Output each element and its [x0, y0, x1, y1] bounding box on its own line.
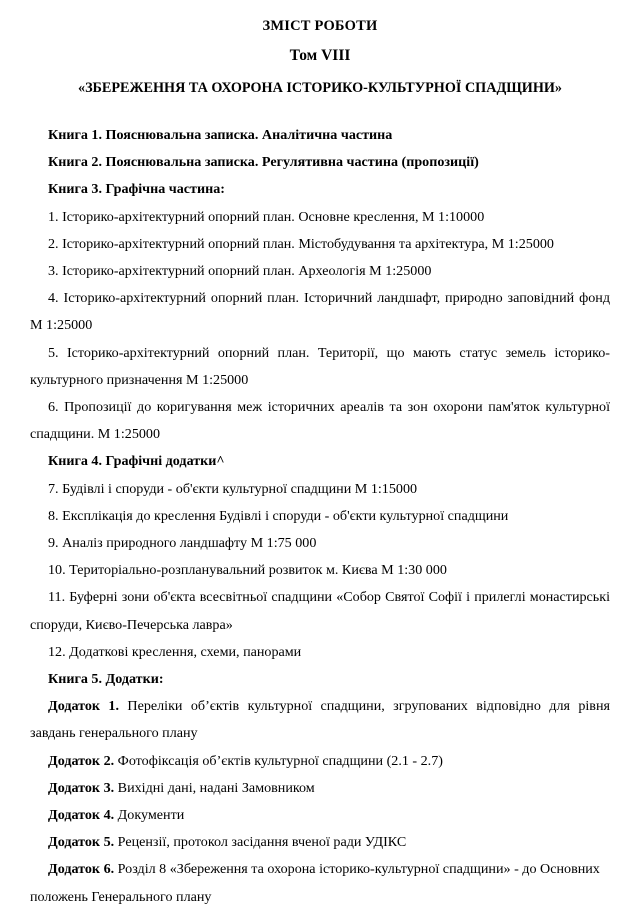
contents-item: 9. Аналіз природного ландшафту М 1:75 000	[48, 535, 317, 552]
contents-item: 6. Пропозиції до коригування меж історичних ареалів та зон охорони пам'яток культурної спадщини. М 1:25000	[30, 399, 610, 443]
book-heading: Книга 4. Графічні додатки^	[48, 453, 225, 470]
appendix-description: Фотофіксація об’єктів культурної спадщини (2.1 - 2.7)	[114, 752, 443, 769]
appendix-entry	[30, 802, 610, 829]
page-title: ЗМІСТ РОБОТИ	[262, 18, 378, 34]
appendix-entry	[30, 856, 610, 907]
appendix-description: Документи	[114, 807, 185, 824]
contents-item: 2. Історико-архітектурний опорний план. Містобудування та архітектура, М 1:25000	[48, 235, 554, 252]
contents-item: 3. Історико-архітектурний опорний план. Археологія М 1:25000	[48, 263, 432, 280]
appendix-entry	[30, 829, 610, 856]
appendix-label: Додаток 4.	[48, 807, 115, 824]
appendix-description: Розділ 8 «Збереження та охорона історико-культурної спадщини» - до Основних положень Генерального плану	[30, 861, 600, 905]
book-heading: Книга 2. Пояснювальна записка. Регулятивна частина (пропозиції)	[48, 154, 479, 171]
appendix-description: Вихідні дані, надані Замовником	[114, 779, 315, 796]
contents-item: 8. Експлікація до креслення Будівлі і споруди - об'єкти культурної спадщини	[48, 507, 509, 524]
volume-label: Том VIII	[289, 47, 351, 64]
appendix-entry	[30, 748, 610, 775]
appendix-label: Додаток 6.	[48, 861, 115, 878]
appendix-entry	[30, 693, 610, 747]
appendix-label: Додаток 1.	[48, 698, 120, 715]
contents-item: 7. Будівлі і споруди - об'єкти культурної спадщини М 1:15000	[48, 480, 418, 497]
contents-item: 4. Історико-архітектурний опорний план. Історичний ландшафт, природно заповідний фонд М 1:25000	[30, 290, 610, 334]
contents-item: 10. Територіально-розпланувальний розвиток м. Києва М 1:30 000	[48, 562, 447, 579]
book-heading: Книга 5. Додатки:	[48, 671, 164, 688]
contents-item: 11. Буферні зони об'єкта всесвітньої спадщини «Собор Святої Софії і прилеглі монастирські споруди, Києво-Печерська лавра»	[30, 589, 610, 633]
appendix-entry	[30, 775, 610, 802]
contents-item: 12. Додаткові креслення, схеми, панорами	[48, 643, 302, 660]
contents-item: 1. Історико-архітектурний опорний план. Основне креслення, М 1:10000	[48, 208, 485, 225]
book-heading: Книга 3. Графічна частина:	[48, 181, 225, 198]
appendix-label: Додаток 2.	[48, 752, 115, 769]
appendix-description: Переліки об’єктів культурної спадщини, згрупованих відповідно для рівня завдань генерального плану	[30, 698, 610, 742]
table-of-contents-list	[30, 122, 610, 907]
appendix-description: Рецензії, протокол засідання вченої ради УДІКС	[114, 834, 407, 851]
book-heading: Книга 1. Пояснювальна записка. Аналітична частина	[48, 127, 393, 143]
appendix-label: Додаток 5.	[48, 834, 115, 851]
contents-item: 5. Історико-архітектурний опорний план. Території, що мають статус земель історико-культурного призначення М 1:25000	[30, 344, 610, 388]
appendix-label: Додаток 3.	[48, 779, 115, 796]
document-header	[30, 0, 610, 103]
document-subtitle: «ЗБЕРЕЖЕННЯ ТА ОХОРОНА ІСТОРИКО-КУЛЬТУРНОЇ СПАДЩИНИ»	[77, 80, 563, 96]
